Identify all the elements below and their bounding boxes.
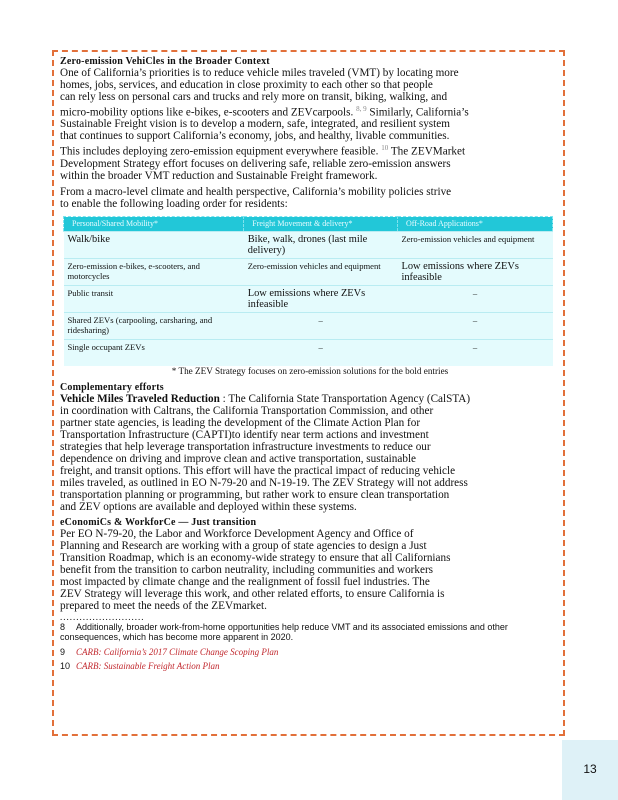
table-cell: Zero-emission e-bikes, e-scooters, and motorcycles bbox=[64, 259, 244, 286]
text-line: Transportation Infrastructure (CAPTI)to identify near term actions and investment bbox=[60, 429, 429, 442]
paragraph-vmt bbox=[60, 68, 560, 183]
footnote-9[interactable] bbox=[60, 647, 560, 658]
text-line: that continues to support California’s economy, jobs, and healthy, livable communities. bbox=[60, 130, 450, 143]
table-cell: Shared ZEVs (carpooling, carsharing, and ridesharing) bbox=[64, 313, 244, 340]
column-header: Freight Movement & delivery* bbox=[244, 217, 398, 232]
table-row bbox=[64, 259, 553, 286]
text-line: Sustainable Freight vision is to develop a modern, safe, integrated, and resilient system bbox=[60, 118, 450, 131]
page-content bbox=[60, 56, 560, 672]
paragraph-just-transition bbox=[60, 529, 560, 612]
text-line: prepared to meet the needs of the ZEVmarket. bbox=[60, 599, 267, 612]
table-cell: – bbox=[397, 313, 552, 340]
lead-term: Vehicle Miles Traveled Reduction bbox=[60, 393, 220, 406]
text-line: freight, and transit options. This effort will have the practical impact of reducing vehicle bbox=[60, 464, 456, 477]
paragraph-loading-order bbox=[60, 187, 560, 211]
text-line: strategies that help leverage transportation infrastructure investments to reduce our bbox=[60, 440, 431, 453]
table-cell: Zero-emission vehicles and equipment bbox=[244, 259, 398, 286]
section-heading-zev-context: Zero-emission VehiCles in the Broader Context bbox=[60, 56, 270, 67]
footnote-8 bbox=[60, 622, 560, 643]
table-cell: – bbox=[244, 313, 398, 340]
text-line: Development Strategy effort focuses on delivering safe, reliable zero-emission answers bbox=[60, 157, 451, 170]
page-number: 13 bbox=[583, 762, 597, 776]
table-row bbox=[64, 313, 553, 340]
text-line: This includes deploying zero-emission equipment everywhere feasible. bbox=[60, 145, 379, 158]
column-header: Off-Road Applications* bbox=[397, 217, 552, 232]
text-line: transportation planning or programming, but rather work to ensure clean transportation bbox=[60, 488, 450, 501]
footnote-number: 9 bbox=[60, 646, 66, 657]
text-line: ZEV Strategy will leverage this work, and other related efforts, to ensure California is bbox=[60, 587, 445, 600]
text-line: Transition Roadmap, which is an economy-wide strategy to ensure that all Californians bbox=[60, 552, 451, 565]
footnote-rule: .......................... bbox=[60, 611, 145, 622]
table-row bbox=[64, 286, 553, 313]
text-line: micro-mobility options like e-bikes, e-scooters and ZEVcarpools. bbox=[60, 106, 354, 119]
paragraph-vmt-reduction bbox=[60, 394, 560, 513]
table-cell: Low emissions where ZEVs infeasible bbox=[397, 259, 552, 286]
text-line: most impacted by climate change and the realignment of fossil fuel industries. The bbox=[60, 576, 430, 589]
table-cell: Low emissions where ZEVs infeasible bbox=[244, 286, 398, 313]
text-line: miles traveled, as outlined in EO N-79-20 and N-19-19. The ZEV Strategy will not address bbox=[60, 476, 468, 489]
section-heading-just-transition: eConomiCs & WorkforCe — Just transition bbox=[60, 517, 257, 529]
table-note: * The ZEV Strategy focuses on zero-emission solutions for the bold entries bbox=[171, 366, 449, 377]
text-line: can rely less on personal cars and trucks and rely more on transit, biking, walking, and bbox=[60, 90, 448, 103]
text-line: to enable the following loading order for residents: bbox=[60, 197, 288, 210]
page-number-box bbox=[562, 740, 618, 800]
footnote-link[interactable]: CARB: California’s 2017 Climate Change Scoping Plan bbox=[76, 646, 279, 657]
text-line: : The California State Transportation Agency (CalSTA) bbox=[222, 393, 471, 406]
text-line: partner state agencies, is leading the development of the Climate Action Plan for bbox=[60, 417, 421, 430]
table-row bbox=[64, 232, 553, 259]
table-header-row bbox=[64, 217, 553, 232]
column-header: Personal/Shared Mobility* bbox=[64, 217, 244, 232]
footnote-number: 10 bbox=[60, 661, 71, 672]
table-cell: – bbox=[397, 340, 552, 367]
footnote-text: Additionally, broader work-from-home opportunities help reduce VMT and its associated emissions and other consequences, which has become more apparent in 2020. bbox=[60, 621, 508, 643]
text-line: dependence on driving and improve clean and active transportation, sustainable bbox=[60, 452, 417, 465]
loading-order-table bbox=[63, 216, 553, 366]
text-line: Planning and Research are working with a group of state agencies to design a Just bbox=[60, 540, 427, 553]
table-cell: Bike, walk, drones (last mile delivery) bbox=[244, 232, 398, 259]
footnote-number: 8 bbox=[60, 621, 66, 632]
footnote-link[interactable]: CARB: Sustainable Freight Action Plan bbox=[76, 661, 220, 672]
section-heading-complementary: Complementary efforts bbox=[60, 382, 164, 394]
text-line: The ZEVMarket bbox=[390, 145, 466, 158]
text-line: homes, jobs, services, and education in close proximity to each other so that people bbox=[60, 78, 433, 91]
table-cell: Single occupant ZEVs bbox=[64, 340, 244, 367]
text-line: in coordination with Caltrans, the California Transportation Commission, and other bbox=[60, 405, 434, 418]
table-cell: – bbox=[244, 340, 398, 367]
text-line: benefit from the transition to carbon neutrality, including communities and workers bbox=[60, 564, 434, 577]
footnote-ref[interactable]: 8, 9 bbox=[356, 104, 367, 113]
text-line: and ZEV options are available and deployed within these systems. bbox=[60, 500, 357, 513]
footnote-10[interactable] bbox=[60, 661, 560, 672]
text-line: From a macro-level climate and health perspective, California’s mobility policies strive bbox=[60, 185, 452, 198]
table-row bbox=[64, 340, 553, 367]
text-line: Per EO N-79-20, the Labor and Workforce Development Agency and Office of bbox=[60, 528, 414, 541]
text-line: within the broader VMT reduction and Sustainable Freight framework. bbox=[60, 169, 378, 182]
table-cell: Walk/bike bbox=[64, 232, 244, 259]
table-cell: Zero-emission vehicles and equipment bbox=[397, 232, 552, 259]
footnote-ref[interactable]: 10 bbox=[381, 144, 389, 153]
text-line: One of California’s priorities is to reduce vehicle miles traveled (VMT) by locating more bbox=[60, 67, 459, 79]
text-line: Similarly, California’s bbox=[369, 106, 469, 119]
table-cell: – bbox=[397, 286, 552, 313]
table-cell: Public transit bbox=[64, 286, 244, 313]
